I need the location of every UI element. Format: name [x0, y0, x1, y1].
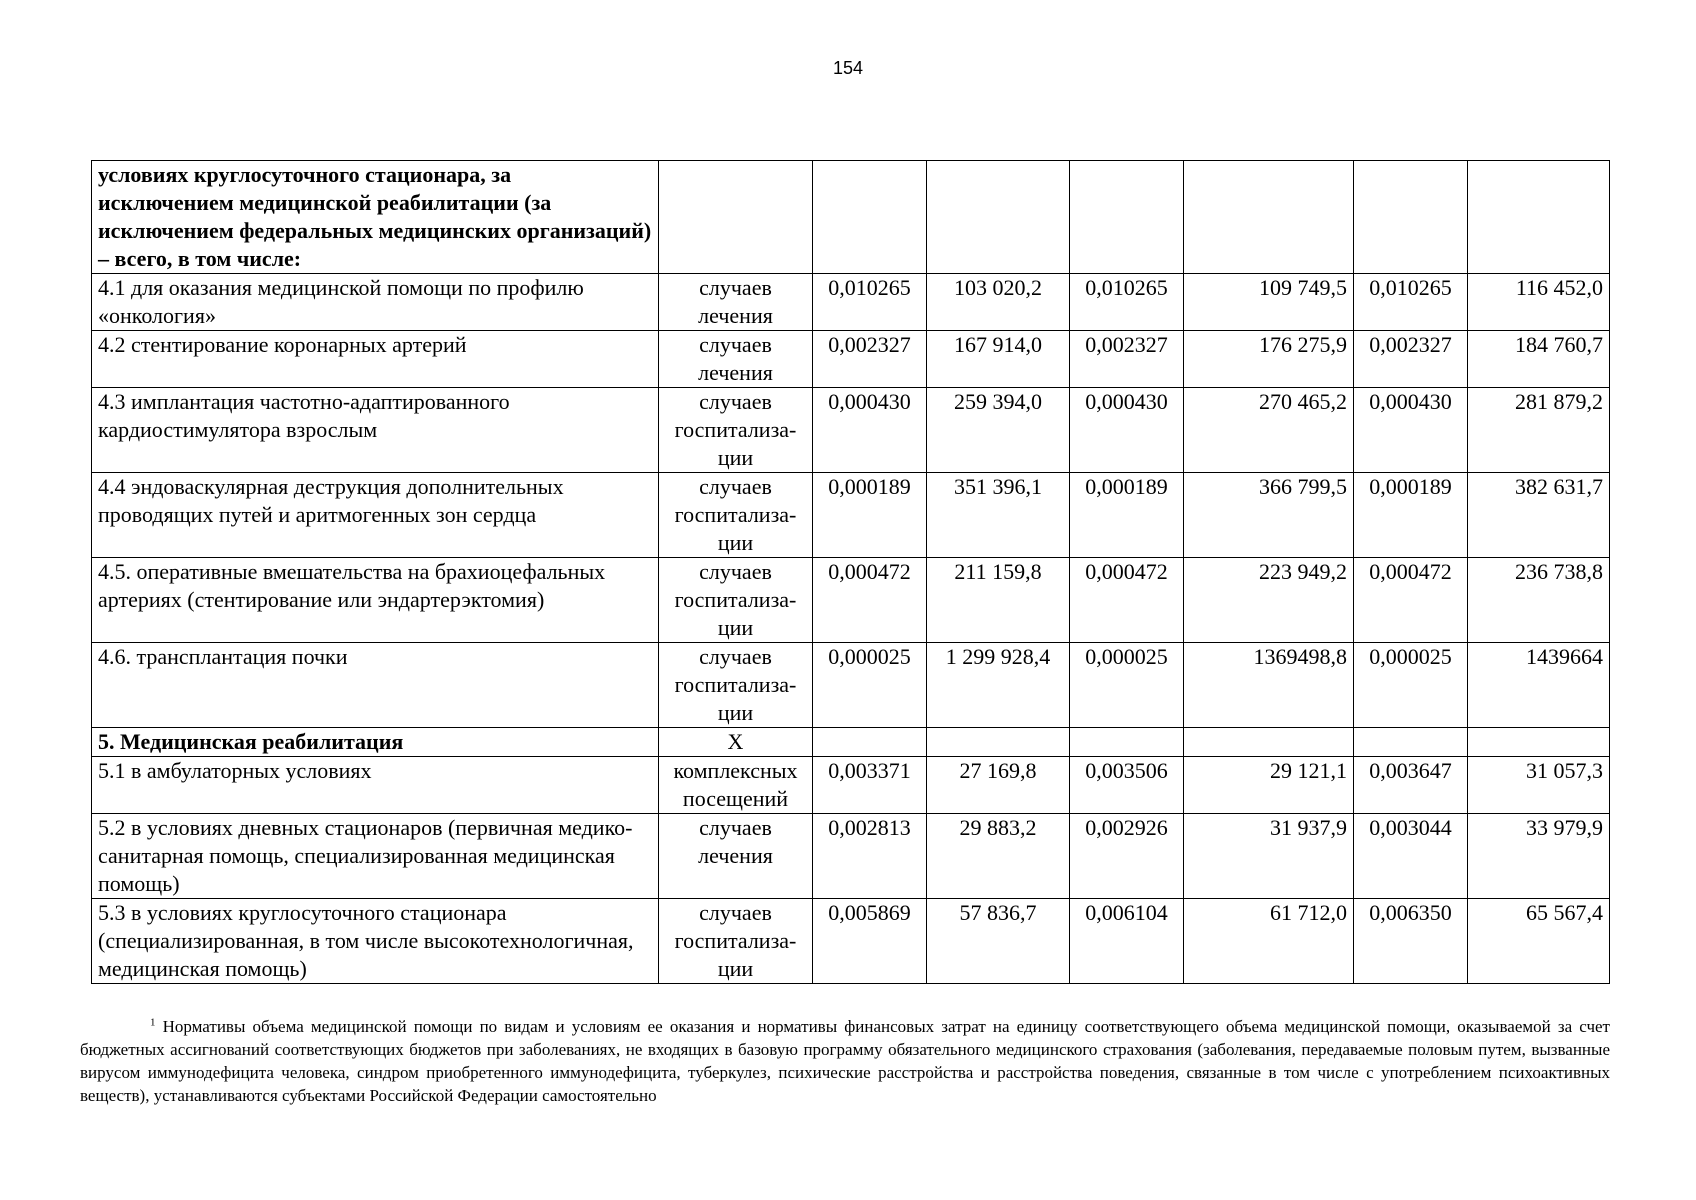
- row-value-4: [1184, 161, 1354, 274]
- row-value-2: 167 914,0: [927, 331, 1070, 388]
- row-value-5: [1354, 161, 1468, 274]
- row-value-6: 1439664: [1468, 643, 1610, 728]
- row-unit: случаев госпитализа-ции: [659, 473, 813, 558]
- row-value-2: [927, 728, 1070, 757]
- row-value-4: 1369498,8: [1184, 643, 1354, 728]
- row-value-3: 0,003506: [1070, 757, 1184, 814]
- row-value-5: 0,006350: [1354, 899, 1468, 984]
- table-row: [92, 558, 1610, 643]
- table-row: [92, 814, 1610, 899]
- row-value-5: 0,000025: [1354, 643, 1468, 728]
- row-value-6: 65 567,4: [1468, 899, 1610, 984]
- row-unit: [659, 161, 813, 274]
- row-value-3: 0,002926: [1070, 814, 1184, 899]
- row-value-5: 0,002327: [1354, 331, 1468, 388]
- row-value-1: 0,000472: [813, 558, 927, 643]
- table-row: [92, 473, 1610, 558]
- row-unit: случаев госпитализа-ции: [659, 558, 813, 643]
- row-name: 5.1 в амбулаторных условиях: [92, 757, 659, 814]
- row-value-1: [813, 161, 927, 274]
- row-value-4: 31 937,9: [1184, 814, 1354, 899]
- row-unit: случаев госпитализа-ции: [659, 388, 813, 473]
- row-value-2: 27 169,8: [927, 757, 1070, 814]
- row-unit: комплексных посещений: [659, 757, 813, 814]
- row-value-3: 0,000025: [1070, 643, 1184, 728]
- row-value-1: [813, 728, 927, 757]
- table-row: [92, 388, 1610, 473]
- norms-table: [91, 160, 1610, 984]
- footnote: [80, 1015, 1610, 1107]
- row-value-1: 0,010265: [813, 274, 927, 331]
- row-value-6: [1468, 161, 1610, 274]
- row-name: 5.2 в условиях дневных стационаров (первичная медико-санитарная помощь, специализированная медицинская помощь): [92, 814, 659, 899]
- table-row: [92, 274, 1610, 331]
- row-value-1: 0,000430: [813, 388, 927, 473]
- row-value-1: 0,000189: [813, 473, 927, 558]
- row-unit: случаев лечения: [659, 814, 813, 899]
- row-value-6: 31 057,3: [1468, 757, 1610, 814]
- row-value-1: 0,002327: [813, 331, 927, 388]
- row-value-4: 223 949,2: [1184, 558, 1354, 643]
- row-value-4: 270 465,2: [1184, 388, 1354, 473]
- row-value-5: 0,000189: [1354, 473, 1468, 558]
- row-value-5: 0,000472: [1354, 558, 1468, 643]
- row-name: 4.1 для оказания медицинской помощи по профилю «онкология»: [92, 274, 659, 331]
- table-row: [92, 728, 1610, 757]
- row-value-2: 1 299 928,4: [927, 643, 1070, 728]
- row-unit: случаев лечения: [659, 331, 813, 388]
- row-value-3: 0,000472: [1070, 558, 1184, 643]
- row-value-3: [1070, 161, 1184, 274]
- row-value-5: 0,000430: [1354, 388, 1468, 473]
- row-value-2: [927, 161, 1070, 274]
- row-name: 4.2 стентирование коронарных артерий: [92, 331, 659, 388]
- row-value-4: 29 121,1: [1184, 757, 1354, 814]
- row-value-2: 259 394,0: [927, 388, 1070, 473]
- row-name: 5. Медицинская реабилитация: [92, 728, 659, 757]
- table-row: [92, 161, 1610, 274]
- row-value-4: 176 275,9: [1184, 331, 1354, 388]
- footnote-marker: 1: [150, 1016, 156, 1029]
- row-unit: случаев лечения: [659, 274, 813, 331]
- row-value-1: 0,005869: [813, 899, 927, 984]
- row-value-4: [1184, 728, 1354, 757]
- row-value-6: [1468, 728, 1610, 757]
- footnote-text: Нормативы объема медицинской помощи по видам и условиям ее оказания и нормативы финансовых затрат на единицу соответствующего объема медицинской помощи, оказываемой за счет бюджетных ассигнований соответствующих бюджетов при заболеваниях, не входящих в базовую программу обязательного медицинского страхования (заболевания, передаваемые половым путем, вызванные вирусом иммунодефицита человека, синдром приобретенного иммунодефицита, туберкулез, психические расстройства и расстройства поведения, связанные в том числе с употреблением психоактивных веществ), устанавливаются субъектами Российской Федерации самостоятельно: [80, 1017, 1610, 1105]
- row-value-2: 29 883,2: [927, 814, 1070, 899]
- row-value-1: 0,002813: [813, 814, 927, 899]
- row-value-3: 0,006104: [1070, 899, 1184, 984]
- row-name: условиях круглосуточного стационара, за исключением медицинской реабилитации (за исключением федеральных медицинских организаций) – всего, в том числе:: [92, 161, 659, 274]
- row-value-4: 109 749,5: [1184, 274, 1354, 331]
- table-row: [92, 331, 1610, 388]
- row-value-5: 0,010265: [1354, 274, 1468, 331]
- row-name: 4.3 имплантация частотно-адаптированного кардиостимулятора взрослым: [92, 388, 659, 473]
- row-value-5: 0,003044: [1354, 814, 1468, 899]
- row-value-2: 211 159,8: [927, 558, 1070, 643]
- row-value-5: [1354, 728, 1468, 757]
- row-name: 5.3 в условиях круглосуточного стационара (специализированная, в том числе высокотехнологичная, медицинская помощь): [92, 899, 659, 984]
- row-value-4: 366 799,5: [1184, 473, 1354, 558]
- row-value-4: 61 712,0: [1184, 899, 1354, 984]
- row-name: 4.6. трансплантация почки: [92, 643, 659, 728]
- row-value-2: 57 836,7: [927, 899, 1070, 984]
- row-value-3: [1070, 728, 1184, 757]
- row-name: 4.4 эндоваскулярная деструкция дополнительных проводящих путей и аритмогенных зон сердца: [92, 473, 659, 558]
- row-value-1: 0,000025: [813, 643, 927, 728]
- row-value-6: 382 631,7: [1468, 473, 1610, 558]
- row-value-3: 0,002327: [1070, 331, 1184, 388]
- row-unit: случаев госпитализа-ции: [659, 899, 813, 984]
- table-row: [92, 899, 1610, 984]
- table-row: [92, 643, 1610, 728]
- row-value-6: 184 760,7: [1468, 331, 1610, 388]
- row-value-3: 0,000430: [1070, 388, 1184, 473]
- page-number: 154: [832, 58, 864, 78]
- row-value-2: 103 020,2: [927, 274, 1070, 331]
- table-body: [92, 161, 1610, 984]
- row-name: 4.5. оперативные вмешательства на брахиоцефальных артериях (стентирование или эндартерэктомия): [92, 558, 659, 643]
- row-value-5: 0,003647: [1354, 757, 1468, 814]
- row-value-6: 116 452,0: [1468, 274, 1610, 331]
- row-unit: случаев госпитализа-ции: [659, 643, 813, 728]
- row-value-2: 351 396,1: [927, 473, 1070, 558]
- row-unit: Х: [659, 728, 813, 757]
- table-row: [92, 757, 1610, 814]
- row-value-6: 33 979,9: [1468, 814, 1610, 899]
- row-value-3: 0,010265: [1070, 274, 1184, 331]
- row-value-3: 0,000189: [1070, 473, 1184, 558]
- row-value-6: 236 738,8: [1468, 558, 1610, 643]
- row-value-1: 0,003371: [813, 757, 927, 814]
- row-value-6: 281 879,2: [1468, 388, 1610, 473]
